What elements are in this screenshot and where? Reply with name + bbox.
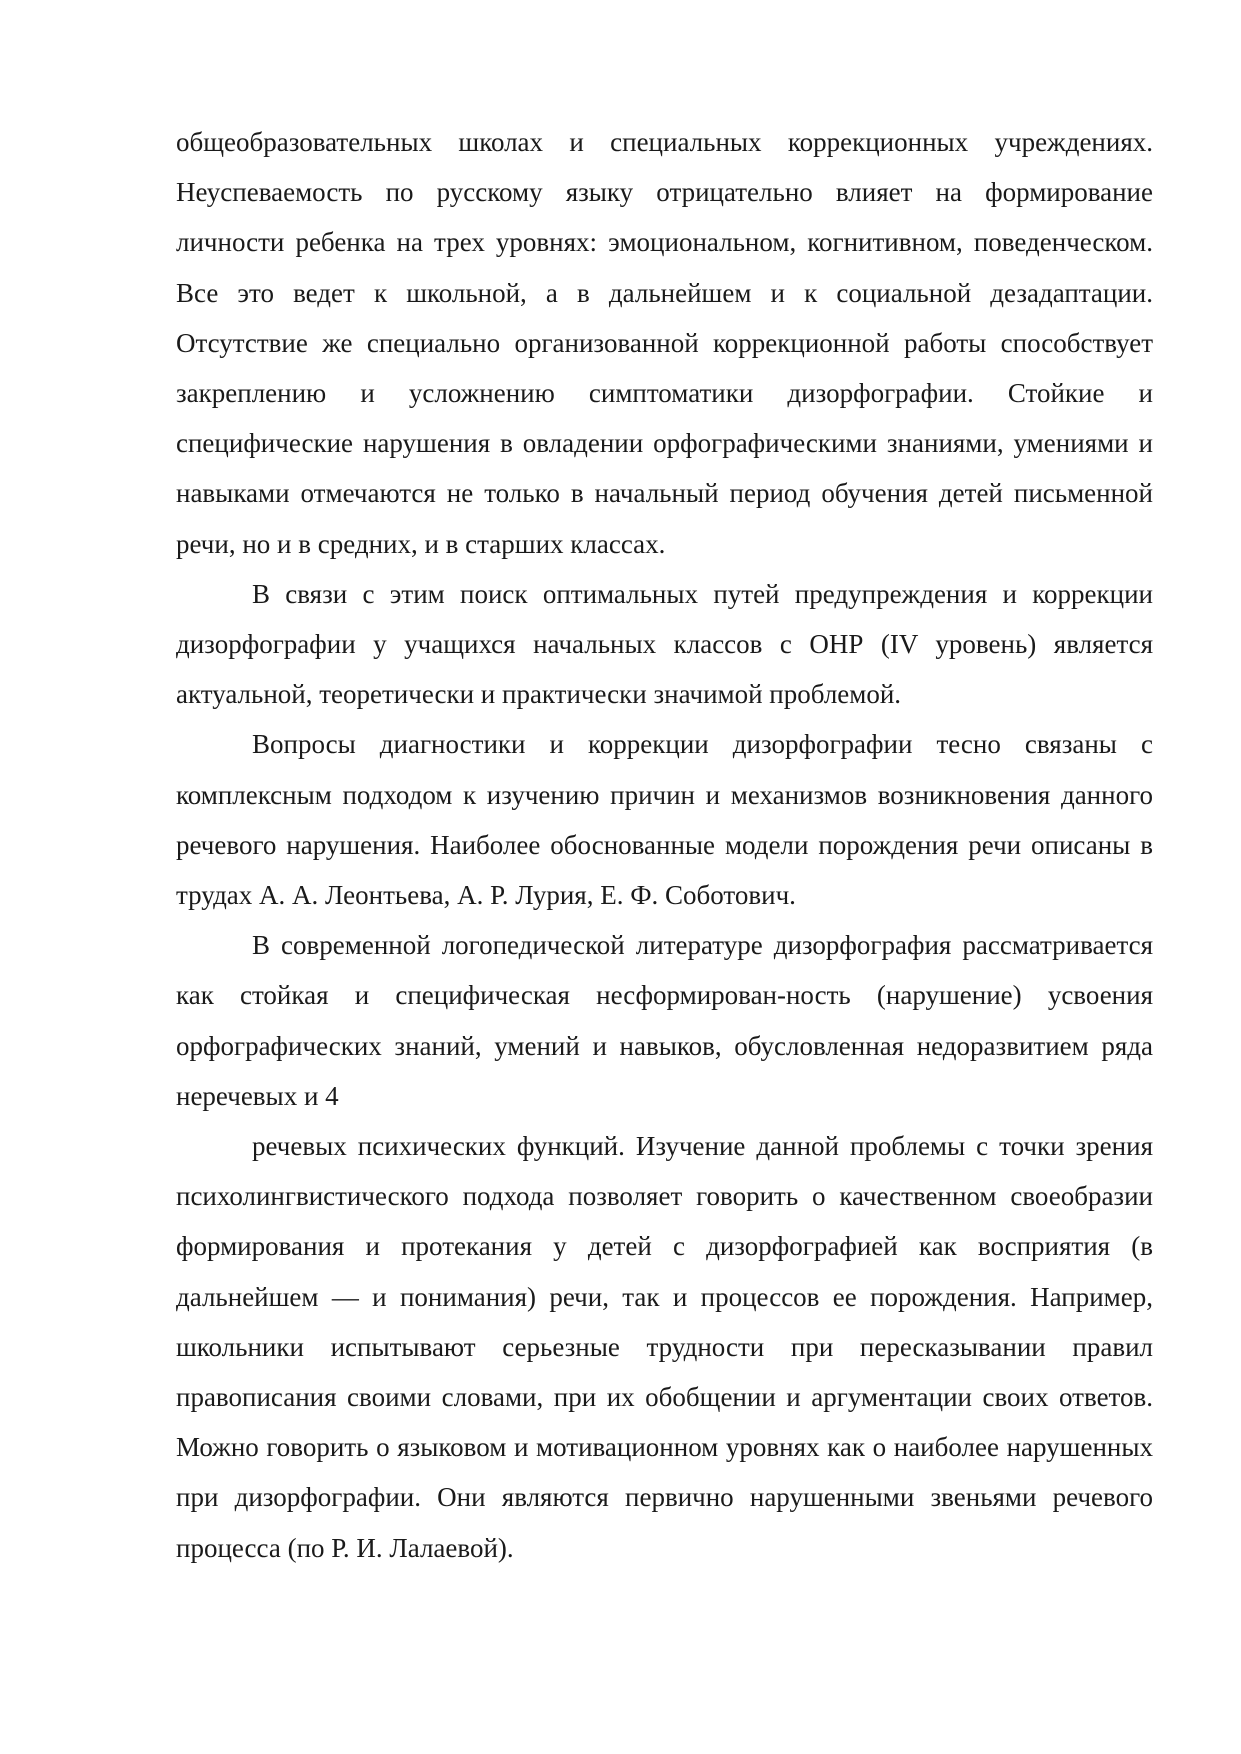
paragraph: В современной логопедической литературе дизорфография рассматривается как стойкая и специфическая несформирован-ность (нарушение) усвоения орфографических знаний, умений и навыков, обусловленная недоразвитием ряда неречевых и 4 [176,930,1153,1111]
paragraph: Вопросы диагностики и коррекции дизорфографии тесно связаны с комплексным подходом к изучению причин и механизмов возникновения данного речевого нарушения. Наиболее обоснованные модели порождения речи описаны в трудах А. А. Леонтьева, А. Р. Лурия, Е. Ф. Соботович. [176,729,1153,911]
paragraph: речевых психических функций. Изучение данной проблемы с точки зрения психолингвистического подхода позволяет говорить о качественном своеобразии формирования и протекания у детей с дизорфографией как восприятия (в дальнейшем — и понимания) речи, так и процессов ее порождения. Например, школьники испытывают серьезные трудности при пересказывании правил правописания своими словами, при их обобщении и аргументации своих ответов. Можно говорить о языковом и мотивационном уровнях как о наиболее нарушенных при дизорфографии. Они являются первично нарушенными звеньями речевого процесса (по Р. И. Лалаевой). [176,1131,1153,1563]
paragraph: общеобразовательных школах и специальных коррекционных учреждениях. Неуспеваемость по русскому языку отрицательно влияет на формирование личности ребенка на трех уровнях: эмоциональном, когнитивном, поведенческом. Все это ведет к школьной, а в дальнейшем и к социальной дезадаптации. Отсутствие же специально организованной коррекционной работы способствует закреплению и усложнению симптоматики дизорфографии. Стойкие и специфические нарушения в овладении орфографическими знаниями, умениями и навыками отмечаются не только в начальный период обучения детей письменной речи, но и в средних, и в старших классах. [176,127,1153,559]
document-body [176,117,1153,1573]
paragraph: В связи с этим поиск оптимальных путей предупреждения и коррекции дизорфографии у учащихся начальных классов с ОНР (IV уровень) является актуальной, теоретически и практически значимой проблемой. [176,578,1153,710]
